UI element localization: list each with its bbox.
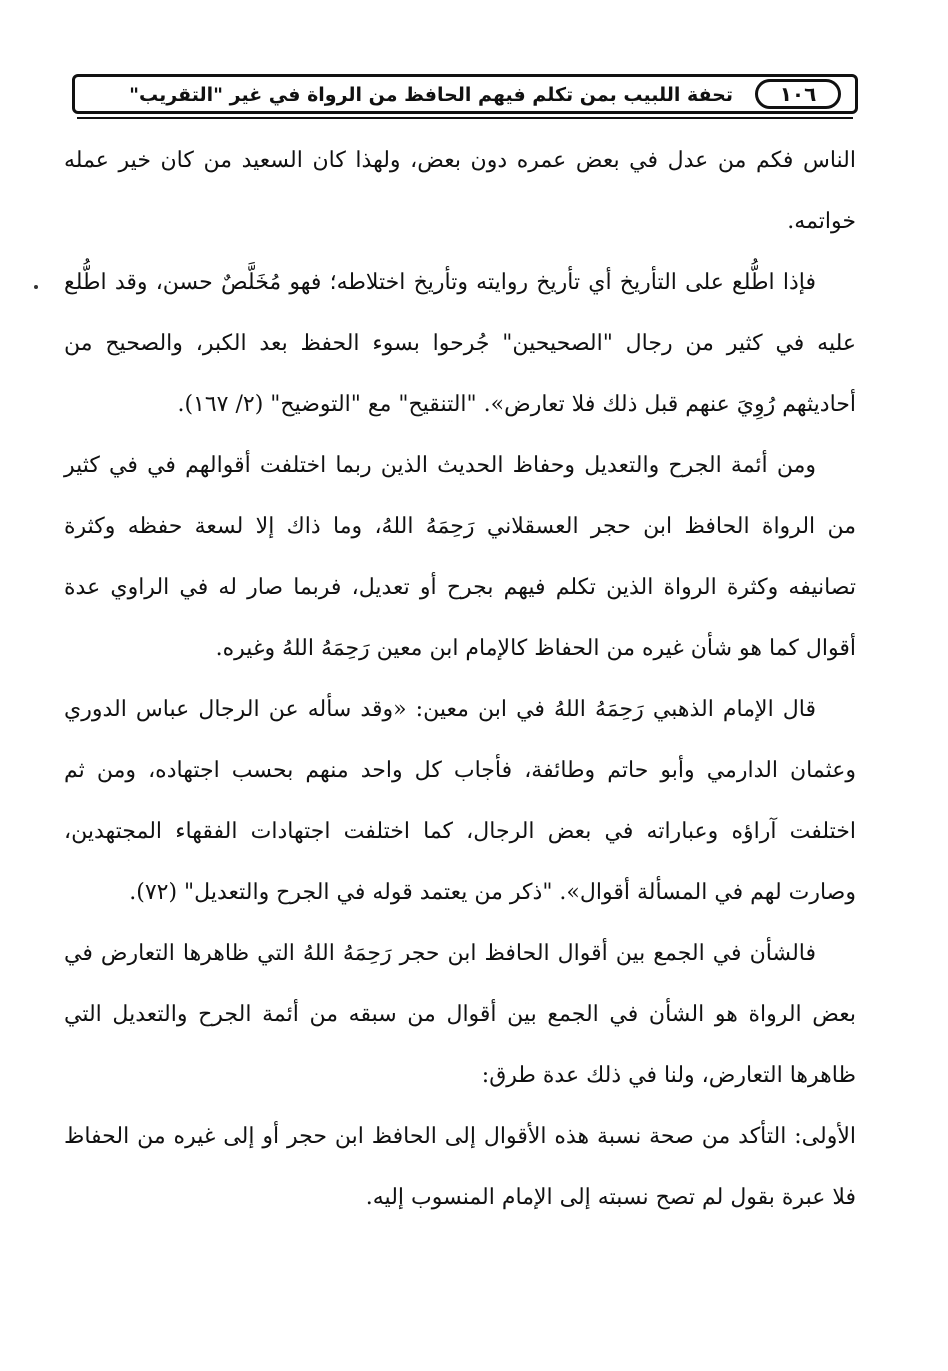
paragraph-first-method: الأولى: التأكد من صحة نسبة هذه الأقوال إلى الحافظ ابن حجر أو إلى غيره من الحفاظ فلا عبرة بقول لم تصح نسبته إلى الإمام المنسوب إليه. xyxy=(64,1124,856,1210)
scan-speck xyxy=(34,285,38,289)
running-title: تحفة اللبيب بمن تكلم فيهم الحافظ من الرواة في غير "التقريب" xyxy=(129,84,733,106)
page-header xyxy=(72,74,858,114)
page-body xyxy=(64,130,856,1228)
paragraph-continuation: الناس فكم من عدل في بعض عمره دون بعض، ولهذا كان السعيد من كان خير عمله خواتمه. xyxy=(64,148,856,234)
page-number: ١٠٦ xyxy=(755,79,841,109)
paragraph-ibn-hajar: ومن أئمة الجرح والتعديل وحفاظ الحديث الذين ربما اختلفت أقوالهم في في كثير من الرواة الحافظ ابن حجر العسقلاني رَحِمَهُ اللهُ، وما ذاك إلا لسعة حفظه وكثرة تصانيفه وكثرة الرواة الذين تكلم فيهم بجرح أو تعديل، فربما صار له في الراوي عدة أقوال كما هو شأن غيره من الحفاظ كالإمام ابن معين رَحِمَهُ اللهُ وغيره. xyxy=(64,453,856,661)
paragraph-ikhtilat: فإذا اطُّلع على التأريخ أي تأريخ روايته وتأريخ اختلاطه؛ فهو مُخَلَّصٌ حسن، وقد اطُّلع عليه في كثير من رجال "الصحيحين" جُرحوا بسوء الحفظ بعد الكبر، والصحيح من أحاديثهم رُوِيَ عنهم قبل ذلك فلا تعارض». "التنقيح" مع "التوضيح" (٢/ ١٦٧). xyxy=(64,270,856,417)
paragraph-reconciliation: فالشأن في الجمع بين أقوال الحافظ ابن حجر رَحِمَهُ اللهُ التي ظاهرها التعارض في بعض الرواة هو الشأن في الجمع بين أقوال من سبقه من أئمة الجرح والتعديل التي ظاهرها التعارض، ولنا في ذلك عدة طرق: xyxy=(64,941,856,1088)
paragraph-dhahabi-quote: قال الإمام الذهبي رَحِمَهُ اللهُ في ابن معين: «وقد سأله عن الرجال عباس الدوري وعثمان الدارمي وأبو حاتم وطائفة، فأجاب كل واحد منهم بحسب اجتهاده، ومن ثم اختلفت آراؤه وعباراته في بعض الرجال، كما اختلفت اجتهادات الفقهاء المجتهدين، وصارت لهم في المسألة أقوال». "ذكر من يعتمد قوله في الجرح والتعديل" (٧٢). xyxy=(64,697,856,905)
